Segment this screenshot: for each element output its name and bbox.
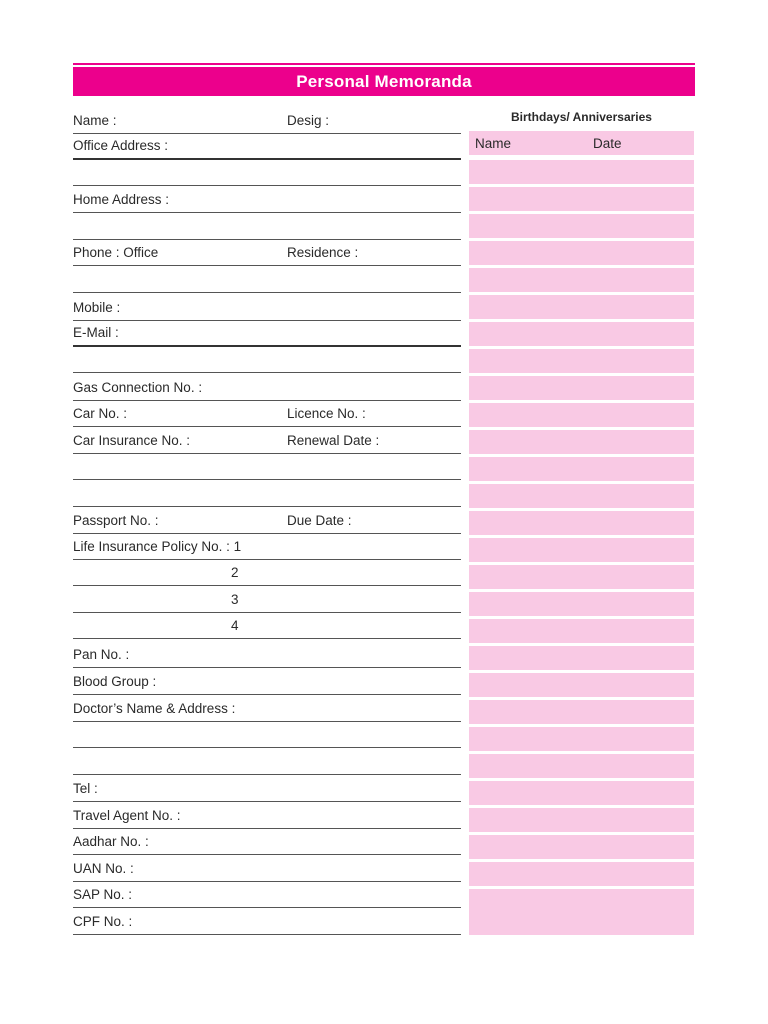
form-row-car[interactable] bbox=[73, 404, 461, 427]
birthday-entry-row[interactable] bbox=[469, 538, 694, 562]
birthday-entry-row[interactable] bbox=[469, 403, 694, 427]
field-label: Office Address : bbox=[73, 138, 169, 153]
birthdays-col-name: Name bbox=[475, 136, 512, 151]
birthday-entry-row[interactable] bbox=[469, 187, 694, 211]
field-label: Blood Group : bbox=[73, 674, 157, 689]
birthday-entry-row[interactable] bbox=[469, 862, 694, 886]
birthdays-heading: Birthdays/ Anniversaries bbox=[511, 110, 652, 124]
form-row-car-insurance[interactable] bbox=[73, 431, 461, 454]
birthday-entry-row[interactable] bbox=[469, 911, 694, 935]
form-row-blank[interactable] bbox=[73, 350, 461, 373]
field-label: Mobile : bbox=[73, 300, 121, 315]
birthday-entry-row[interactable] bbox=[469, 700, 694, 724]
birthday-entry-row[interactable] bbox=[469, 889, 694, 913]
form-row-blank[interactable] bbox=[73, 752, 461, 775]
field-label-secondary: Residence : bbox=[287, 245, 359, 260]
form-row-blank[interactable] bbox=[73, 163, 461, 186]
field-label: UAN No. : bbox=[73, 861, 134, 876]
birthday-entry-row[interactable] bbox=[469, 565, 694, 589]
form-row-life-insurance-4[interactable] bbox=[73, 616, 461, 639]
field-label: Pan No. : bbox=[73, 647, 130, 662]
field-label-secondary: Renewal Date : bbox=[287, 433, 380, 448]
form-row-travel-agent[interactable] bbox=[73, 806, 461, 829]
field-label-secondary: Due Date : bbox=[287, 513, 352, 528]
form-row-life-insurance-2[interactable] bbox=[73, 563, 461, 586]
form-row-sap[interactable] bbox=[73, 885, 461, 908]
field-label-secondary: Desig : bbox=[287, 113, 330, 128]
form-row-blank[interactable] bbox=[73, 457, 461, 480]
form-row-life-insurance-3[interactable] bbox=[73, 590, 461, 613]
form-row-blank[interactable] bbox=[73, 270, 461, 293]
birthday-entry-row[interactable] bbox=[469, 295, 694, 319]
form-row-gas-connection[interactable] bbox=[73, 378, 461, 401]
birthday-entry-row[interactable] bbox=[469, 376, 694, 400]
form-row-email[interactable] bbox=[73, 323, 461, 347]
form-row-cpf[interactable] bbox=[73, 912, 461, 935]
birthday-entry-row[interactable] bbox=[469, 349, 694, 373]
birthday-entry-row[interactable] bbox=[469, 484, 694, 508]
field-number: 3 bbox=[231, 592, 239, 607]
birthday-entry-row[interactable] bbox=[469, 835, 694, 859]
form-row-blank[interactable] bbox=[73, 725, 461, 748]
birthday-entry-row[interactable] bbox=[469, 430, 694, 454]
form-row-phone[interactable] bbox=[73, 243, 461, 266]
field-label: Car Insurance No. : bbox=[73, 433, 191, 448]
field-label: Life Insurance Policy No. : 1 bbox=[73, 539, 242, 554]
form-row-home-address[interactable] bbox=[73, 190, 461, 213]
page-title: Personal Memoranda bbox=[296, 71, 472, 91]
birthday-entry-row[interactable] bbox=[469, 511, 694, 535]
birthday-entry-row[interactable] bbox=[469, 754, 694, 778]
form-row-doctor[interactable] bbox=[73, 699, 461, 722]
birthday-entry-row[interactable] bbox=[469, 322, 694, 346]
field-label: Name : bbox=[73, 113, 117, 128]
form-row-blank[interactable] bbox=[73, 217, 461, 240]
field-label: CPF No. : bbox=[73, 914, 133, 929]
birthday-entry-row[interactable] bbox=[469, 241, 694, 265]
birthday-entry-row[interactable] bbox=[469, 457, 694, 481]
form-row-office-address[interactable] bbox=[73, 136, 461, 160]
field-label: Gas Connection No. : bbox=[73, 380, 203, 395]
birthday-entry-row[interactable] bbox=[469, 268, 694, 292]
birthday-entry-row[interactable] bbox=[469, 646, 694, 670]
form-row-tel[interactable] bbox=[73, 779, 461, 802]
field-label: Car No. : bbox=[73, 406, 128, 421]
field-label: Home Address : bbox=[73, 192, 170, 207]
field-label: Aadhar No. : bbox=[73, 834, 149, 849]
birthday-entry-row[interactable] bbox=[469, 673, 694, 697]
field-label: Travel Agent No. : bbox=[73, 808, 181, 823]
field-label: Phone : Office bbox=[73, 245, 159, 260]
field-number: 4 bbox=[231, 618, 239, 633]
form-row-passport[interactable] bbox=[73, 511, 461, 534]
field-number: 2 bbox=[231, 565, 239, 580]
field-label: Tel : bbox=[73, 781, 98, 796]
form-row-blank[interactable] bbox=[73, 484, 461, 507]
form-row-blood-group[interactable] bbox=[73, 672, 461, 695]
birthday-entry-row[interactable] bbox=[469, 727, 694, 751]
birthday-entry-row[interactable] bbox=[469, 808, 694, 832]
birthday-entry-row[interactable] bbox=[469, 214, 694, 238]
form-row-mobile[interactable] bbox=[73, 298, 461, 321]
title-banner bbox=[73, 63, 695, 98]
birthday-entry-row[interactable] bbox=[469, 592, 694, 616]
form-row-uan[interactable] bbox=[73, 859, 461, 882]
field-label: E-Mail : bbox=[73, 325, 119, 340]
field-label: Passport No. : bbox=[73, 513, 159, 528]
field-label: SAP No. : bbox=[73, 887, 133, 902]
form-row-pan[interactable] bbox=[73, 645, 461, 668]
birthday-entry-row[interactable] bbox=[469, 781, 694, 805]
birthday-entry-row[interactable] bbox=[469, 160, 694, 184]
birthdays-col-date: Date bbox=[593, 136, 622, 151]
field-label-secondary: Licence No. : bbox=[287, 406, 366, 421]
birthdays-header-row bbox=[469, 131, 694, 155]
field-label: Doctor’s Name & Address : bbox=[73, 701, 236, 716]
form-row-life-insurance-1[interactable] bbox=[73, 537, 461, 560]
form-row-aadhar[interactable] bbox=[73, 832, 461, 855]
birthday-entry-row[interactable] bbox=[469, 619, 694, 643]
form-row-name[interactable] bbox=[73, 111, 461, 134]
